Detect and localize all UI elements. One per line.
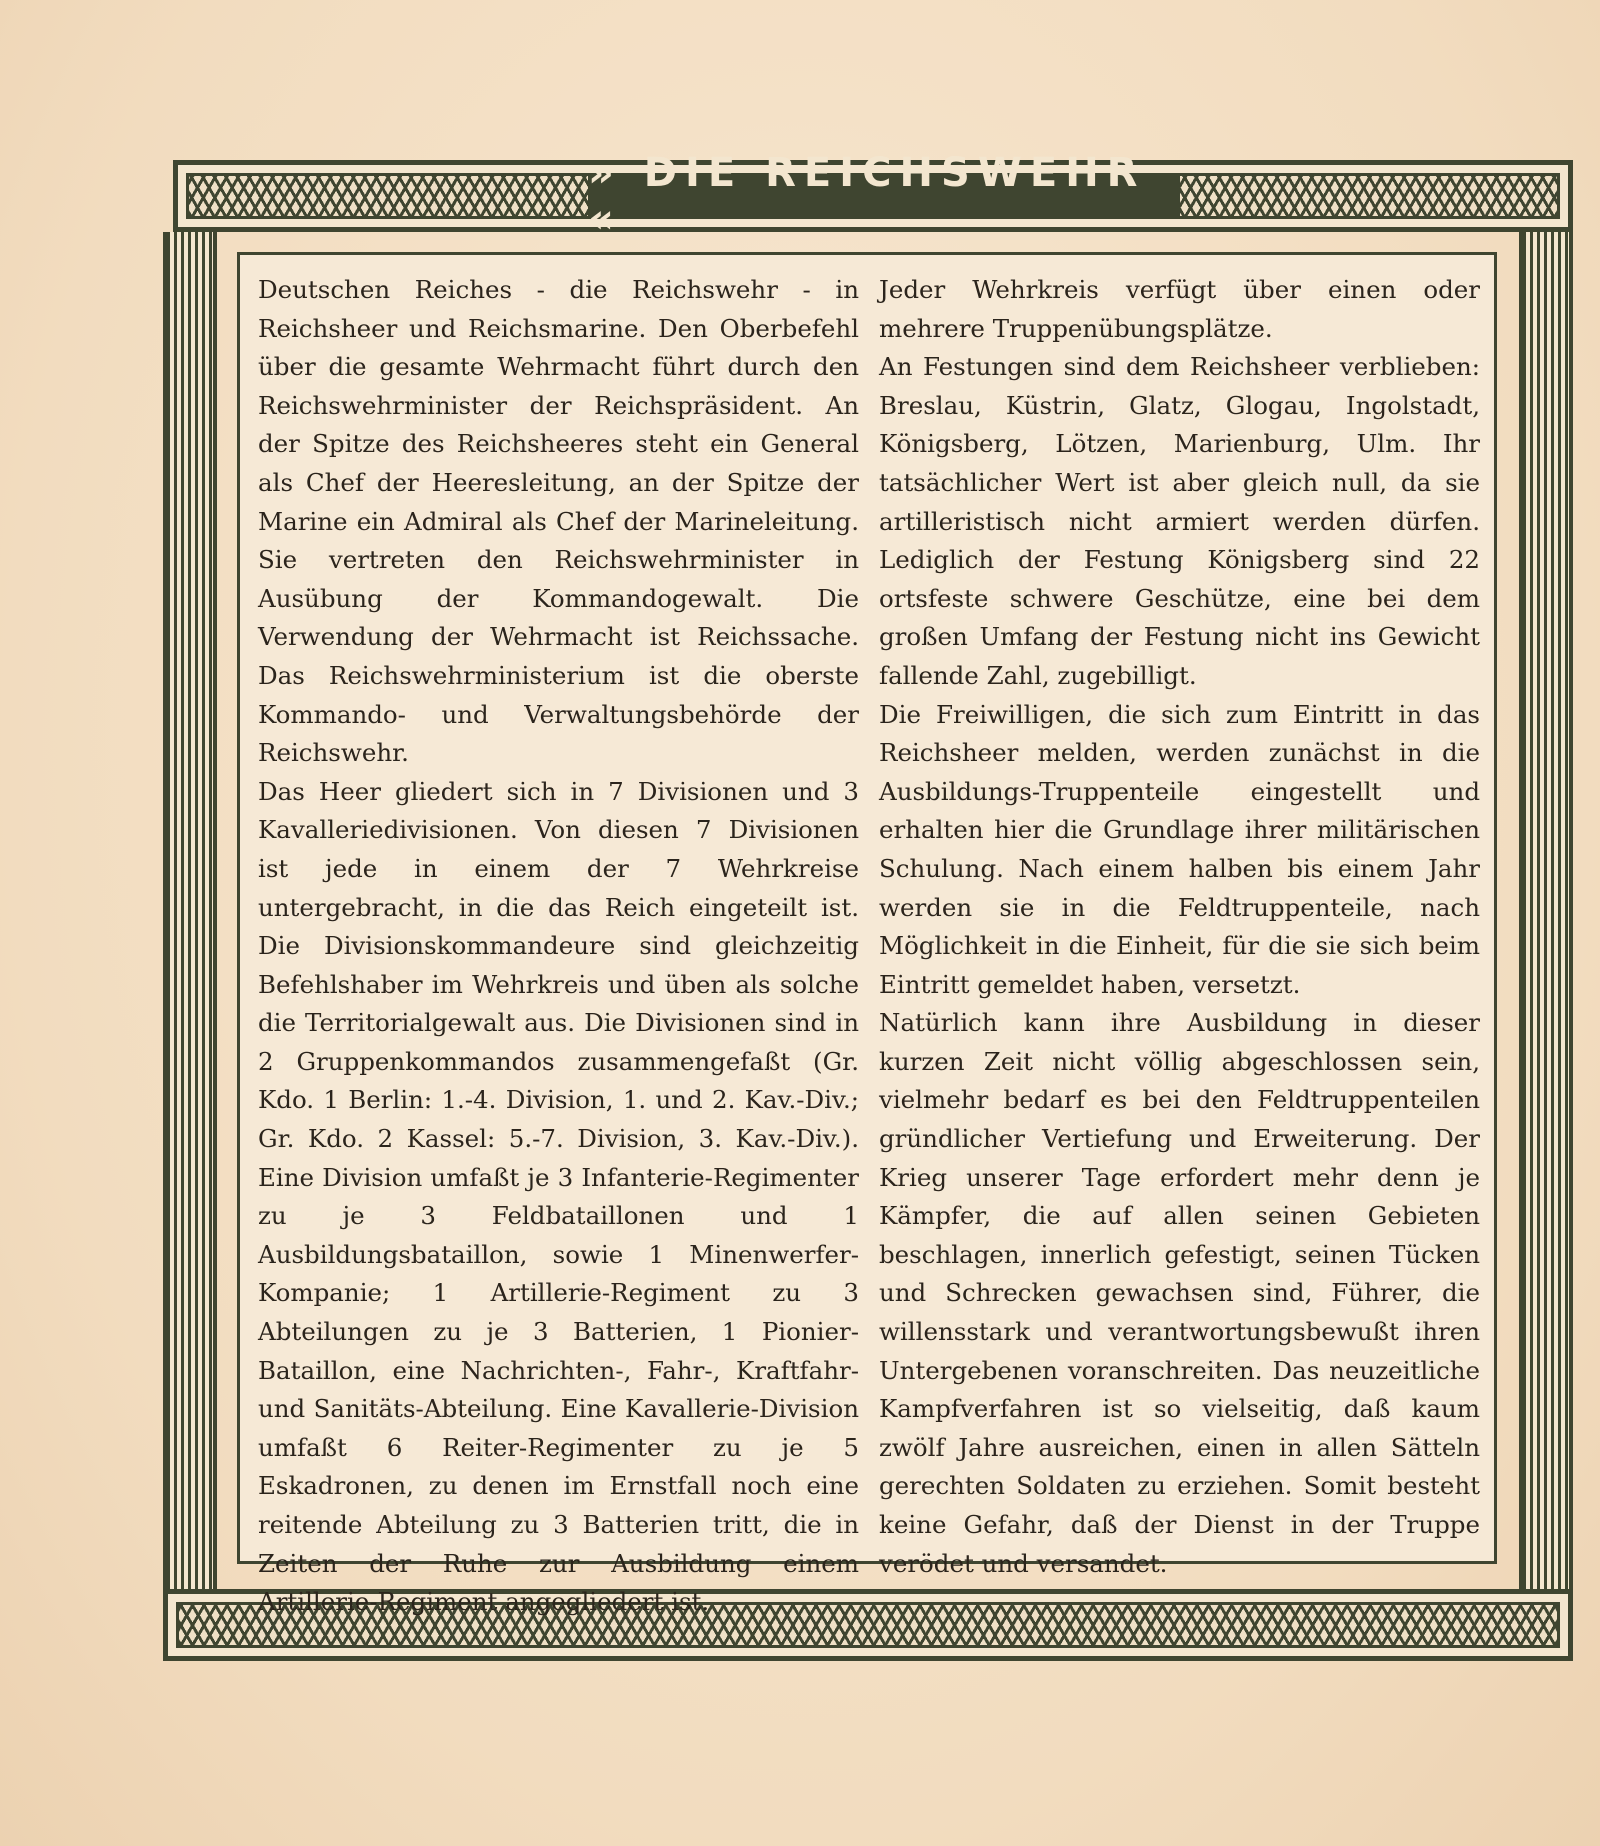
paragraph: Jeder Wehrkreis verfügt über einen oder mehrere Truppenübungsplätze.	[879, 275, 1480, 343]
paragraph: Deutschen Reiches - die Reichswehr - in Reichsheer und Reichsmarine. Den Oberbefehl über die gesamte Wehrmacht führt durch den Reichswehrminister der Reichspräsident. An der Spitze des Reichsheeres steht ein General als Chef der Heeresleitung, an der Spitze der Marine ein Admiral als Chef der Marineleitung. Sie vertreten den Reichswehrminister in Ausübung der Kommandogewalt. Die Verwendung der Wehrmacht ist Reichssache. Das Reichswehrministerium ist die oberste Kommando- und Verwaltungsbehörde der Reichswehr.	[258, 275, 859, 768]
left-striped-border	[163, 232, 217, 1589]
paragraph: An Festungen sind dem Reichsheer verblieben: Breslau, Küstrin, Glatz, Glogau, Ingolstadt, Königsberg, Lötzen, Marienburg, Ulm. Ihr tatsächlicher Wert ist aber gleich null, da sie artilleristisch nicht armiert werden dürfen. Lediglich der Festung Königsberg sind 22 ortsfeste schwere Geschütze, eine bei dem großen Umfang der Festung nicht ins Gewicht fallende Zahl, zugebilligt.	[879, 352, 1480, 690]
title-plate	[588, 150, 1180, 242]
right-striped-border	[1519, 232, 1573, 1589]
text-box	[237, 252, 1497, 1617]
top-ornament-band	[173, 150, 1573, 242]
page-title: » DIE REICHSWEHR «	[588, 150, 1146, 242]
paragraph: Natürlich kann ihre Ausbildung in dieser kurzen Zeit nicht völlig abgeschlossen sein, vielmehr bedarf es bei den Feldtruppenteilen gründlicher Vertiefung und Erweiterung. Der Krieg unserer Tage erfordert mehr denn je Kämpfer, die auf allen seinen Gebieten beschlagen, innerlich gefestigt, seinen Tücken und Schrecken gewachsen sind, Führer, die willensstark und verantwortungsbewußt ihren Untergebenen voranschreiten. Das neuzeitliche Kampfverfahren ist so vielseitig, daß kaum zwölf Jahre ausreichen, einen in allen Sätteln gerechten Soldaten zu erziehen. Somit besteht keine Gefahr, daß der Dienst in der Truppe verödet und versandet.	[879, 1008, 1480, 1578]
right-column	[879, 271, 1480, 1578]
paragraph: Das Heer gliedert sich in 7 Divisionen und 3 Kavalleriedivisionen. Von diesen 7 Divisionen ist jede in einem der 7 Wehrkreise untergebracht, in die das Reich eingeteilt ist. Die Divisionskommandeure sind gleichzeitig Befehlshaber im Wehrkreis und üben als solche die Territorialgewalt aus. Die Divisionen sind in 2 Gruppenkommandos zusammengefaßt (Gr. Kdo. 1 Berlin: 1.-4. Division, 1. und 2. Kav.-Div.; Gr. Kdo. 2 Kassel: 5.-7. Division, 3. Kav.-Div.). Eine Division umfaßt je 3 Infanterie-Regimenter zu je 3 Feldbataillonen und 1 Ausbildungsbataillon, sowie 1 Minenwerfer-Kompanie; 1 Artillerie-Regiment zu 3 Abteilungen zu je 3 Batterien, 1 Pionier-Bataillon, eine Nachrichten-, Fahr-, Kraftfahr- und Sanitäts-Abteilung. Eine Kavallerie-Division umfaßt 6 Reiter-Regimenter zu je 5 Eskadronen, zu denen im Ernstfall noch eine reitende Abteilung zu 3 Batterien tritt, die in Zeiten der Ruhe zur Ausbildung einem Artillerie-Regiment angegliedert ist.	[258, 776, 859, 1617]
left-column	[258, 271, 859, 1617]
paragraph: Die Freiwilligen, die sich zum Eintritt in das Reichsheer melden, werden zunächst in die Ausbildungs-Truppenteile eingestellt und erhalten hier die Grundlage ihrer militärischen Schulung. Nach einem halben bis einem Jahr werden sie in die Feldtruppenteile, nach Möglichkeit in die Einheit, für die sie sich beim Eintritt gemeldet haben, versetzt.	[879, 699, 1480, 999]
ornamental-frame	[163, 150, 1573, 1661]
